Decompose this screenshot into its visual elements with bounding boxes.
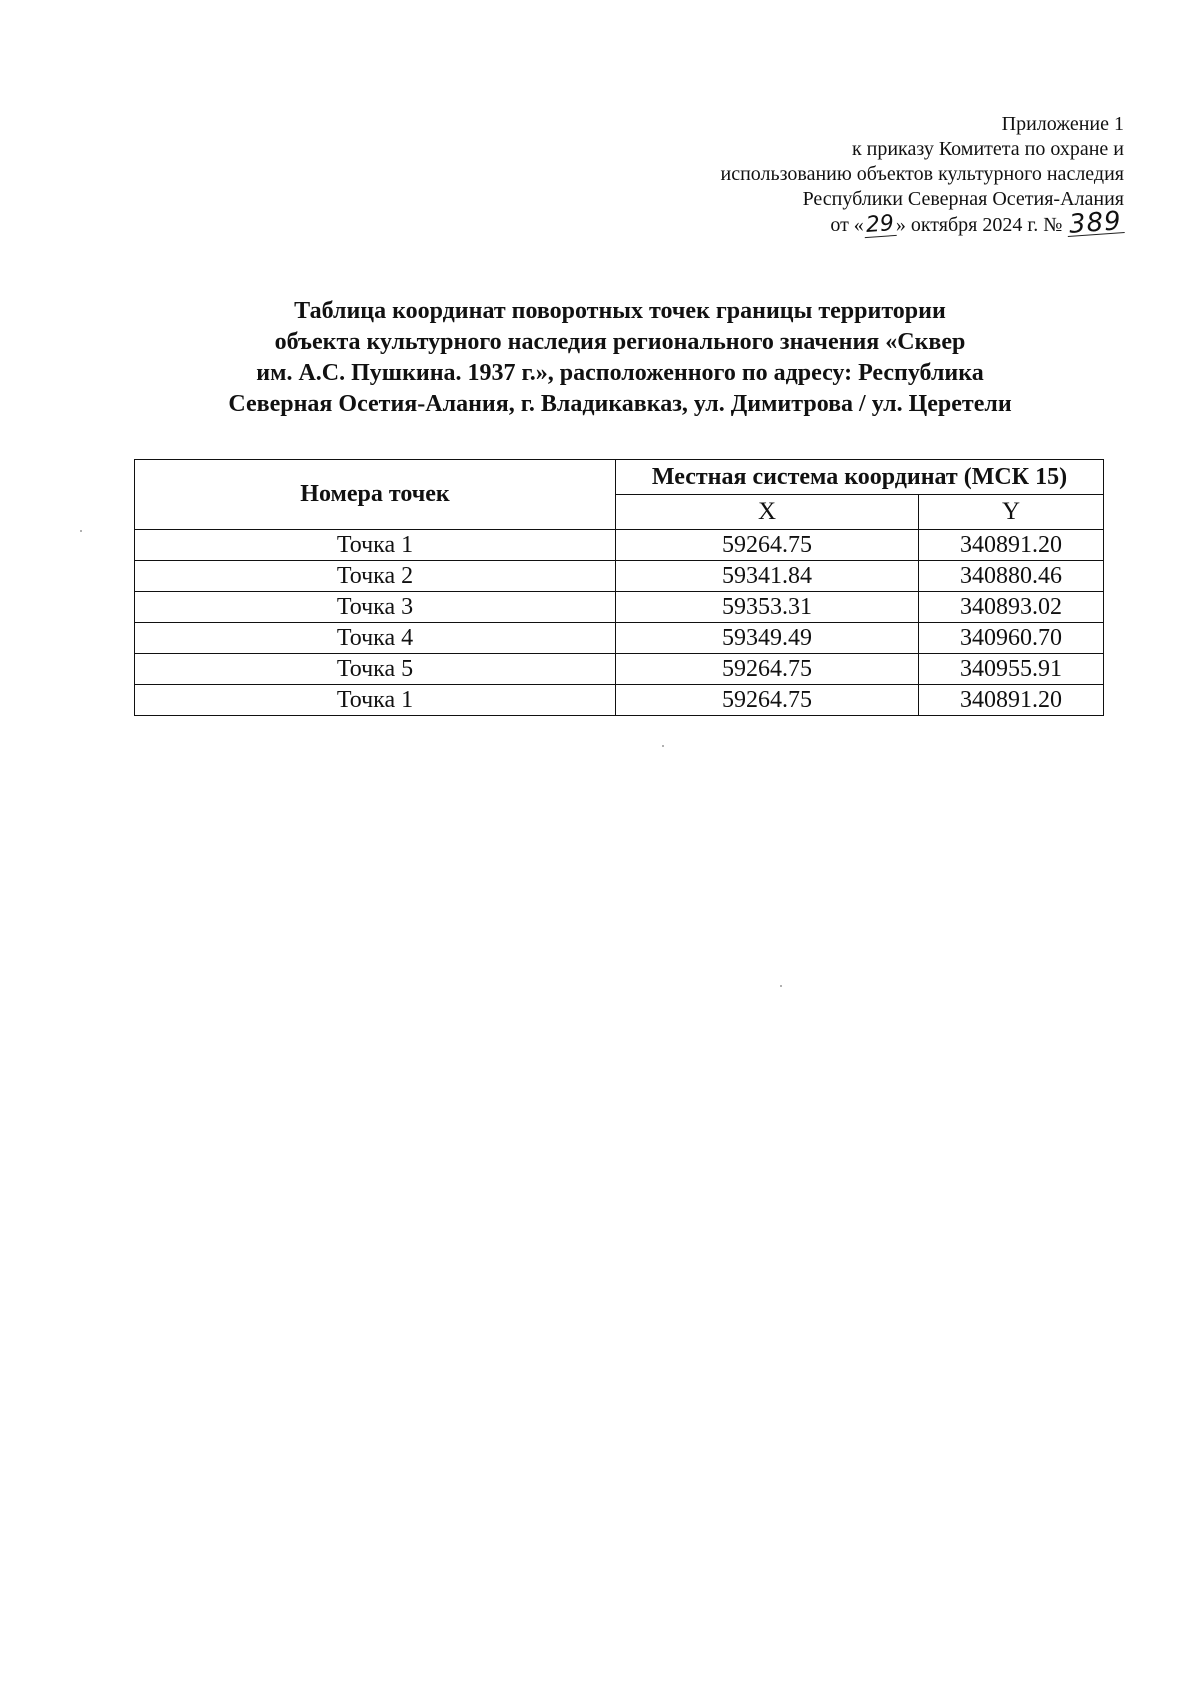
x-cell: 59264.75 xyxy=(616,654,919,685)
y-cell: 340893.02 xyxy=(919,592,1104,623)
table-row xyxy=(135,623,1104,654)
x-cell: 59349.49 xyxy=(616,623,919,654)
point-number-header: Номера точек xyxy=(135,460,616,530)
title-line-4: Северная Осетия-Алания, г. Владикавказ, ул. Димитрова / ул. Церетели xyxy=(228,391,1012,417)
document-title xyxy=(120,296,1120,420)
scan-speck xyxy=(780,985,782,987)
point-cell: Точка 1 xyxy=(135,685,616,716)
table-row xyxy=(135,654,1104,685)
x-axis-header: X xyxy=(616,495,919,530)
table-row xyxy=(135,561,1104,592)
table-header-row xyxy=(135,460,1104,495)
handwritten-day: 29 xyxy=(864,211,895,238)
point-cell: Точка 1 xyxy=(135,530,616,561)
y-cell: 340891.20 xyxy=(919,685,1104,716)
appendix-order-line: к приказу Комитета по охране и xyxy=(851,138,1124,160)
y-cell: 340891.20 xyxy=(919,530,1104,561)
title-line-1: Таблица координат поворотных точек границы территории xyxy=(294,298,946,324)
appendix-republic-line: Республики Северная Осетия-Алания xyxy=(802,188,1124,210)
scan-speck xyxy=(80,530,82,532)
y-cell: 340955.91 xyxy=(919,654,1104,685)
x-cell: 59341.84 xyxy=(616,561,919,592)
title-line-3: им. А.С. Пушкина. 1937 г.», расположенного по адресу: Республика xyxy=(256,360,984,386)
appendix-header xyxy=(564,112,1124,238)
table-row xyxy=(135,592,1104,623)
y-axis-header: Y xyxy=(919,495,1104,530)
date-middle: » октября 2024 г. № xyxy=(895,214,1063,236)
x-cell: 59264.75 xyxy=(616,685,919,716)
point-cell: Точка 4 xyxy=(135,623,616,654)
x-cell: 59353.31 xyxy=(616,592,919,623)
y-cell: 340880.46 xyxy=(919,561,1104,592)
appendix-date-line xyxy=(564,206,1124,240)
point-cell: Точка 5 xyxy=(135,654,616,685)
scan-speck xyxy=(662,745,664,747)
point-cell: Точка 2 xyxy=(135,561,616,592)
title-line-2: объекта культурного наследия регионального значения «Сквер xyxy=(274,329,966,355)
coordinates-table xyxy=(134,459,1104,716)
appendix-title: Приложение 1 xyxy=(1001,113,1124,135)
coordinate-system-header: Местная система координат (МСК 15) xyxy=(616,460,1104,495)
x-cell: 59264.75 xyxy=(616,530,919,561)
y-cell: 340960.70 xyxy=(919,623,1104,654)
table-row xyxy=(135,530,1104,561)
table-row xyxy=(135,685,1104,716)
point-cell: Точка 3 xyxy=(135,592,616,623)
appendix-committee-line: использованию объектов культурного наследия xyxy=(720,163,1124,185)
date-prefix: от « xyxy=(830,214,864,236)
handwritten-order-number: 389 xyxy=(1068,206,1123,240)
